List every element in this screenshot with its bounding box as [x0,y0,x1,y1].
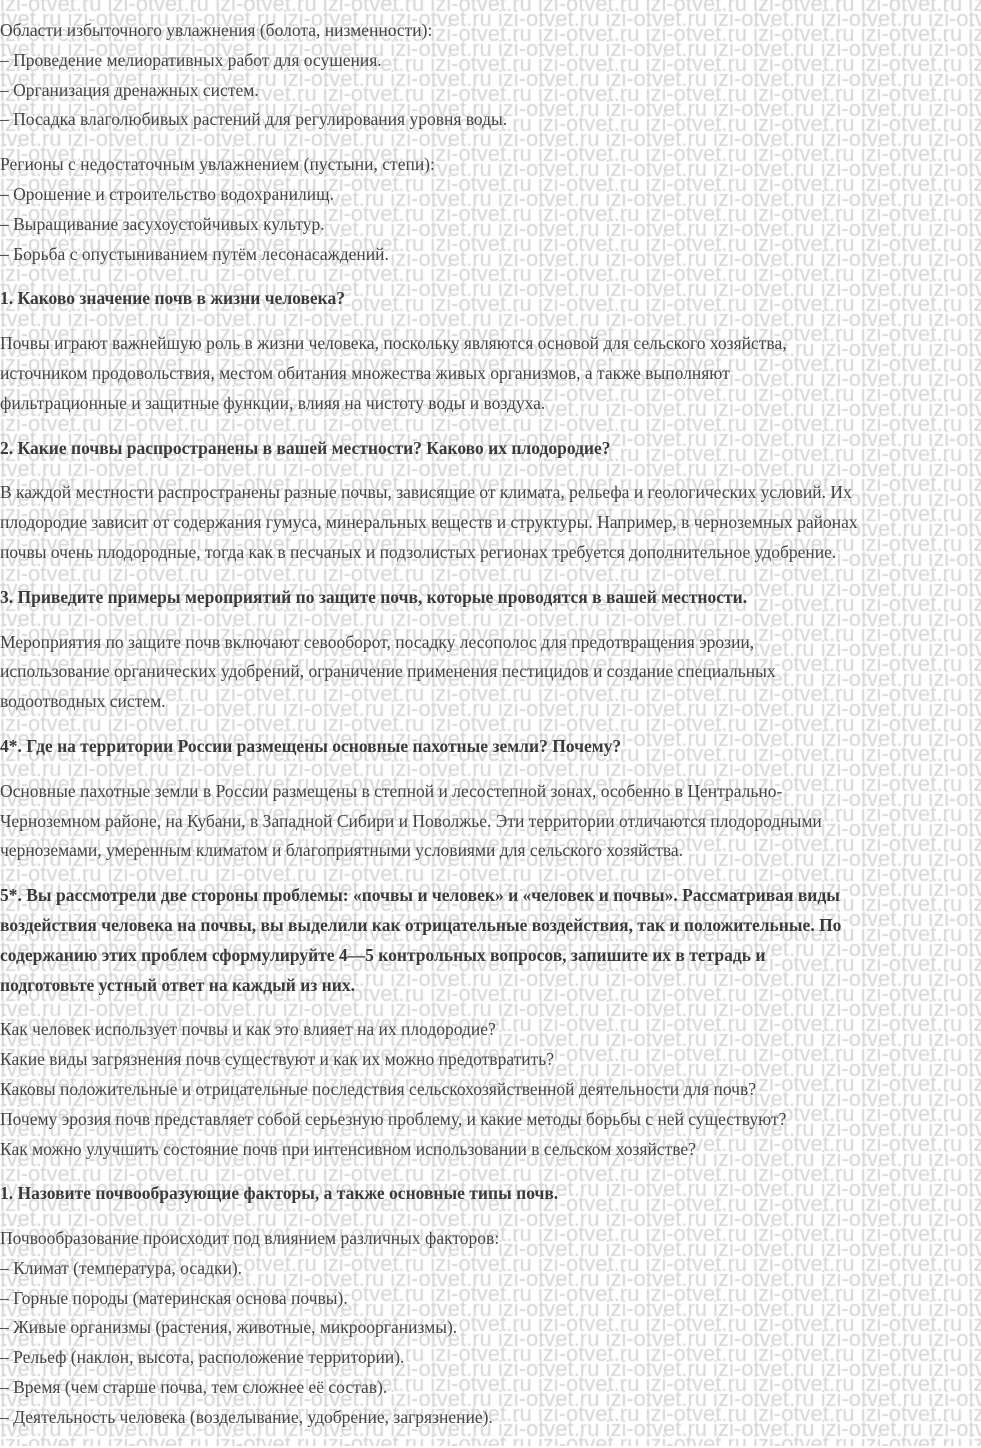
text-line: – Посадка влаголюбивых растений для регулирования уровня воды. [0,109,508,130]
question-heading [0,284,981,314]
text-line: – Горные породы (материнская основа почвы). [0,1287,348,1308]
text-line: Почвообразование происходит под влиянием различных факторов: [0,1228,500,1249]
text-line: содержанию этих проблем сформулируйте 4—5 контрольных вопросов, запишите их в тетрадь и [0,944,766,965]
text-line: 1. Каково значение почв в жизни человека? [0,288,345,309]
text-line: Мероприятия по защите почв включают севооборот, посадку лесополос для предотвращения эрозии, [0,631,755,652]
question-heading [0,1179,981,1209]
question-heading [0,732,981,762]
text-line: воздействия человека на почвы, вы выделили как отрицательные воздействия, так и положительные. По [0,914,842,935]
text-line: – Живые организмы (растения, животные, микроорганизмы). [0,1317,458,1338]
text-line: почвы очень плодородные, тогда как в песчаных и подзолистых регионах требуется дополнительное удобрение. [0,541,837,562]
question-heading [0,434,981,464]
text-line: – Борьба с опустыниванием путём лесонасаждений. [0,243,389,264]
text-line: – Время (чем старше почва, тем сложнее её состав). [0,1377,388,1398]
answer-paragraph [0,628,981,717]
answer-paragraph [0,1015,981,1164]
text-line: 1. Назовите почвообразующие факторы, а также основные типы почв. [0,1183,559,1204]
text-line: 2. Какие почвы распространены в вашей местности? Каково их плодородие? [0,437,611,458]
text-line: – Климат (температура, осадки). [0,1257,243,1278]
answer-paragraph [0,329,981,418]
text-line: – Рельеф (наклон, высота, расположение территории). [0,1347,405,1368]
text-line: Как можно улучшить состояние почв при интенсивном использовании в сельском хозяйстве? [0,1138,696,1159]
answer-paragraph [0,150,981,269]
answer-paragraph [0,478,981,567]
text-line: Области избыточного увлажнения (болота, низменности): [0,20,433,40]
question-heading [0,881,981,1000]
answer-paragraph [0,777,981,866]
text-line: Какие виды загрязнения почв существуют и как их можно предотвратить? [0,1049,555,1070]
text-line: – Деятельность человека (возделывание, удобрение, загрязнение). [0,1406,493,1427]
text-line: 3. Приведите примеры мероприятий по защите почв, которые проводятся в вашей местности. [0,586,748,607]
text-line: подготовьте устный ответ на каждый из них. [0,974,355,995]
text-line: 5*. Вы рассмотрели две стороны проблемы: «почвы и человек» и «человек и почвы». Рассматривая виды [0,885,840,906]
text-line: Каковы положительные и отрицательные последствия сельскохозяйственной деятельности для почв? [0,1078,757,1099]
text-line: Как человек использует почвы и как это влияет на их плодородие? [0,1019,496,1040]
text-line: 4*. Где на территории России размещены основные пахотные земли? Почему? [0,735,622,756]
text-line: – Выращивание засухоустойчивых культур. [0,213,325,234]
answer-paragraph [0,1224,981,1433]
text-line: Почему эрозия почв представляет собой серьезную проблему, и какие методы борьбы с ней существуют? [0,1108,787,1129]
text-line: плодородие зависит от содержания гумуса, минеральных веществ и структуры. Например, в черноземных районах [0,512,858,533]
question-heading [0,583,981,613]
text-line: Черноземном районе, на Кубани, в Западной Сибири и Поволжье. Эти территории отличаются плодородными [0,810,822,831]
text-line: Почвы играют важнейшую роль в жизни человека, поскольку являются основой для сельского хозяйства, [0,333,787,354]
document-content [0,16,981,1448]
text-line: Регионы с недостаточным увлажнением (пустыни, степи): [0,154,435,175]
text-line: черноземами, умеренным климатом и благоприятными условиями для сельского хозяйства. [0,840,684,861]
text-line: использование органических удобрений, ограничение применения пестицидов и создание специальных [0,661,776,682]
text-line: источником продовольствия, местом обитания множества живых организмов, а также выполняют [0,362,730,383]
text-line: Основные пахотные земли в России размещены в степной и лесостепной зонах, особенно в Центрально- [0,780,783,801]
text-line: – Проведение мелиоративных работ для осушения. [0,49,382,70]
text-line: водоотводных систем. [0,691,166,712]
text-line: фильтрационные и защитные функции, влияя на чистоту воды и воздуха. [0,392,546,413]
text-line: – Орошение и строительство водохранилищ. [0,183,334,204]
text-line: – Организация дренажных систем. [0,79,259,100]
answer-paragraph [0,16,981,135]
text-line: В каждой местности распространены разные почвы, зависящие от климата, рельефа и геологических условий. Их [0,482,852,503]
